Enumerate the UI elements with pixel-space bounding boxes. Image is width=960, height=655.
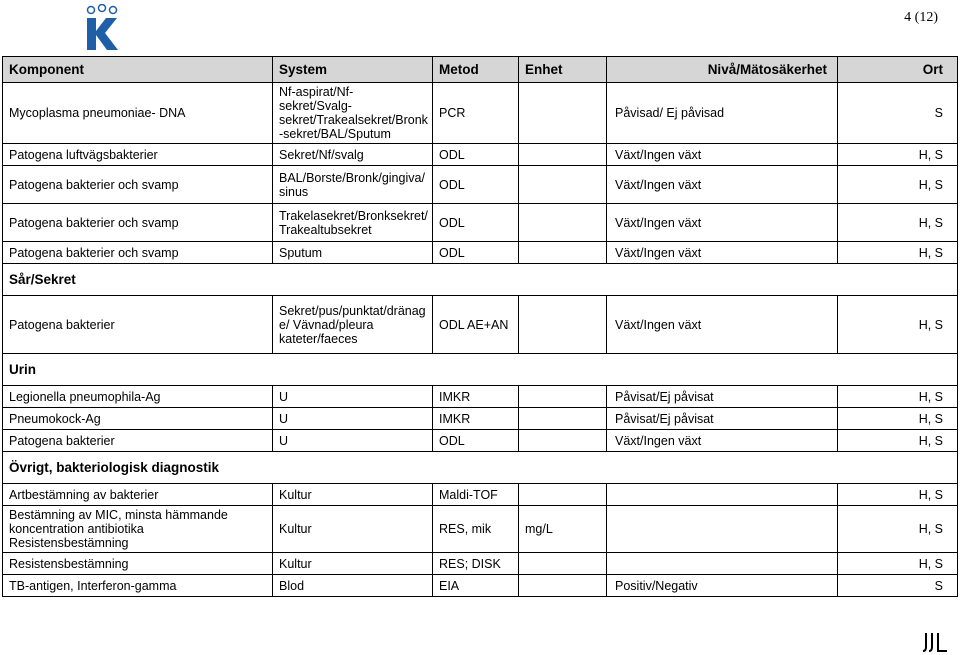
- table-row: [3, 408, 958, 430]
- cell-metod: RES; DISK: [433, 553, 519, 575]
- table-row: [3, 386, 958, 408]
- table-row: [3, 242, 958, 264]
- cell-metod: IMKR: [433, 386, 519, 408]
- section-row: [3, 452, 958, 484]
- cell-niva: Växt/Ingen växt: [607, 204, 838, 242]
- cell-enhet: [519, 296, 607, 354]
- publisher-mark-icon: [922, 631, 948, 653]
- cell-metod: IMKR: [433, 408, 519, 430]
- table-row: [3, 430, 958, 452]
- cell-niva: Växt/Ingen växt: [607, 166, 838, 204]
- table-row: [3, 506, 958, 553]
- table-row: [3, 144, 958, 166]
- cell-komponent: Resistensbestämning: [3, 553, 273, 575]
- cell-enhet: [519, 204, 607, 242]
- section-heading: Urin: [3, 354, 958, 386]
- cell-komponent: Patogena bakterier: [3, 296, 273, 354]
- column-header-metod: Metod: [433, 57, 519, 83]
- cell-system: Nf-aspirat/Nf-sekret/Svalg-sekret/Trakealsekret/Bronk -sekret/BAL/Sputum: [273, 83, 433, 144]
- cell-system: Kultur: [273, 506, 433, 553]
- cell-system: Sekret/Nf/svalg: [273, 144, 433, 166]
- column-header-enhet: Enhet: [519, 57, 607, 83]
- cell-komponent: Mycoplasma pneumoniae- DNA: [3, 83, 273, 144]
- cell-niva: Växt/Ingen växt: [607, 242, 838, 264]
- cell-ort: H, S: [838, 386, 958, 408]
- cell-system: Sekret/pus/punktat/dränag e/ Vävnad/pleura kateter/faeces: [273, 296, 433, 354]
- cell-niva: [607, 484, 838, 506]
- cell-metod: ODL: [433, 166, 519, 204]
- cell-enhet: [519, 386, 607, 408]
- cell-niva: [607, 553, 838, 575]
- cell-ort: H, S: [838, 296, 958, 354]
- cell-komponent: TB-antigen, Interferon-gamma: [3, 575, 273, 597]
- section-heading: Sår/Sekret: [3, 264, 958, 296]
- cell-ort: H, S: [838, 204, 958, 242]
- section-row: [3, 354, 958, 386]
- cell-enhet: [519, 553, 607, 575]
- cell-komponent: Patogena bakterier: [3, 430, 273, 452]
- column-header-niva: Nivå/Mätosäkerhet: [607, 57, 838, 83]
- cell-system: Sputum: [273, 242, 433, 264]
- cell-enhet: [519, 484, 607, 506]
- cell-ort: S: [838, 83, 958, 144]
- cell-system: Kultur: [273, 484, 433, 506]
- cell-system: Blod: [273, 575, 433, 597]
- cell-system: U: [273, 408, 433, 430]
- table-row: [3, 83, 958, 144]
- cell-metod: ODL: [433, 430, 519, 452]
- cell-system: U: [273, 430, 433, 452]
- cell-komponent: Bestämning av MIC, minsta hämmande koncentration antibiotika Resistensbestämning: [3, 506, 273, 553]
- cell-niva: Påvisad/ Ej påvisad: [607, 83, 838, 144]
- cell-komponent: Pneumokock-Ag: [3, 408, 273, 430]
- cell-enhet: mg/L: [519, 506, 607, 553]
- cell-niva: Växt/Ingen växt: [607, 430, 838, 452]
- column-header-komponent: Komponent: [3, 57, 273, 83]
- cell-komponent: Patogena bakterier och svamp: [3, 166, 273, 204]
- column-header-ort: Ort: [838, 57, 958, 83]
- cell-niva: Påvisat/Ej påvisat: [607, 386, 838, 408]
- cell-ort: H, S: [838, 430, 958, 452]
- section-row: [3, 264, 958, 296]
- cell-ort: H, S: [838, 242, 958, 264]
- cell-ort: H, S: [838, 144, 958, 166]
- cell-ort: H, S: [838, 408, 958, 430]
- cell-ort: H, S: [838, 553, 958, 575]
- cell-metod: ODL: [433, 204, 519, 242]
- cell-niva: Påvisat/Ej påvisat: [607, 408, 838, 430]
- cell-metod: PCR: [433, 83, 519, 144]
- cell-komponent: Artbestämning av bakterier: [3, 484, 273, 506]
- table-row: [3, 484, 958, 506]
- cell-enhet: [519, 242, 607, 264]
- cell-system: U: [273, 386, 433, 408]
- table-row: [3, 575, 958, 597]
- cell-niva: Växt/Ingen växt: [607, 144, 838, 166]
- table-header-row: [3, 57, 958, 83]
- cell-metod: ODL: [433, 242, 519, 264]
- cell-enhet: [519, 83, 607, 144]
- cell-metod: ODL: [433, 144, 519, 166]
- cell-niva: [607, 506, 838, 553]
- cell-ort: H, S: [838, 166, 958, 204]
- cell-metod: RES, mik: [433, 506, 519, 553]
- crown-k-logo-icon: [84, 4, 120, 50]
- cell-enhet: [519, 408, 607, 430]
- cell-ort: H, S: [838, 484, 958, 506]
- cell-system: BAL/Borste/Bronk/gingiva/ sinus: [273, 166, 433, 204]
- cell-niva: Positiv/Negativ: [607, 575, 838, 597]
- analysis-table: [2, 56, 958, 597]
- table-row: [3, 553, 958, 575]
- cell-ort: H, S: [838, 506, 958, 553]
- cell-komponent: Patogena bakterier och svamp: [3, 242, 273, 264]
- table-row: [3, 204, 958, 242]
- page-number: 4 (12): [904, 10, 938, 25]
- cell-enhet: [519, 166, 607, 204]
- cell-enhet: [519, 430, 607, 452]
- cell-metod: ODL AE+AN: [433, 296, 519, 354]
- column-header-system: System: [273, 57, 433, 83]
- cell-system: Trakelasekret/Bronksekret/ Trakealtubsekret: [273, 204, 433, 242]
- cell-enhet: [519, 575, 607, 597]
- cell-enhet: [519, 144, 607, 166]
- table-row: [3, 296, 958, 354]
- table-row: [3, 166, 958, 204]
- cell-metod: Maldi-TOF: [433, 484, 519, 506]
- cell-niva: Växt/Ingen växt: [607, 296, 838, 354]
- cell-metod: EIA: [433, 575, 519, 597]
- cell-komponent: Patogena bakterier och svamp: [3, 204, 273, 242]
- cell-komponent: Patogena luftvägsbakterier: [3, 144, 273, 166]
- cell-komponent: Legionella pneumophila-Ag: [3, 386, 273, 408]
- cell-system: Kultur: [273, 553, 433, 575]
- cell-ort: S: [838, 575, 958, 597]
- section-heading: Övrigt, bakteriologisk diagnostik: [3, 452, 958, 484]
